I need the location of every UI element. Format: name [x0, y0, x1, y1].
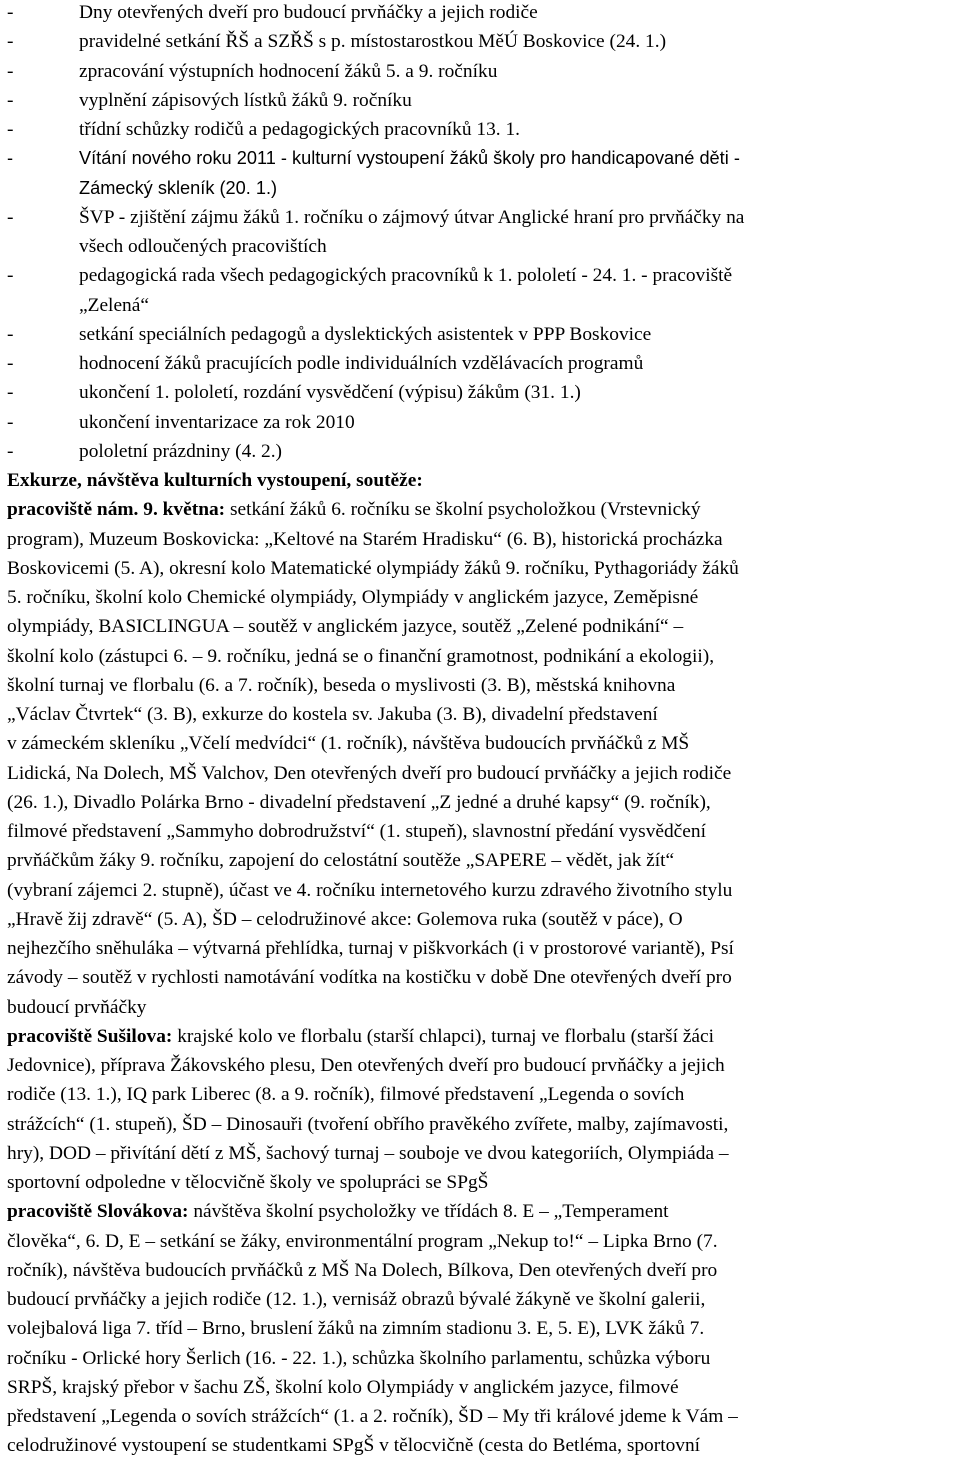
paragraph-line: [7, 1402, 953, 1431]
section-heading-text: Exkurze, návštěva kulturních vystoupení, soutěže:: [7, 470, 423, 491]
list-dash: -: [7, 2, 14, 23]
paragraph-text: strážcích“ (1. stupeň), ŠD – Dinosauři (tvoření obřího pravěkého zvířete, malby, zajímavosti,: [7, 1114, 729, 1135]
list-dash: -: [7, 61, 14, 82]
list-item-continuation: „Zelená“: [79, 295, 149, 316]
list-dash: -: [7, 119, 14, 140]
paragraph-line: [7, 788, 953, 817]
paragraph-text: nejhezčího sněhuláka – výtvarná přehlídka, turnaj v piškvorkách (i v prostorové variantě), Psí: [7, 938, 734, 959]
list-item-text: hodnocení žáků pracujících podle individuálních vzdělávacích programů: [79, 353, 644, 374]
paragraph-text: sportovní odpoledne v tělocvičně školy ve spolupráci se SPgŠ: [7, 1172, 489, 1193]
paragraph-line: [7, 1285, 953, 1314]
paragraph-line: [7, 817, 953, 846]
paragraph-line: [7, 1197, 953, 1226]
paragraph-line: [7, 934, 953, 963]
list-item-text: Dny otevřených dveří pro budoucí prvňáčky a jejich rodiče: [79, 2, 538, 23]
paragraph-text: olympiády, BASICLINGUA – soutěž v anglickém jazyce, soutěž „Zelené podnikání“ –: [7, 616, 684, 637]
paragraph-line: [7, 525, 953, 554]
paragraph-text: školní kolo (zástupci 6. – 9. ročníku, jedná se o finanční gramotnost, podnikání a ekologii),: [7, 646, 715, 667]
paragraph-line: [7, 1344, 953, 1373]
list-dash: -: [7, 207, 14, 228]
paragraph-line: [7, 612, 953, 641]
paragraph-line: [7, 846, 953, 875]
list-item: [7, 86, 953, 115]
paragraph-text: návštěva školní psycholožky ve třídách 8. E – „Temperament: [188, 1201, 669, 1222]
paragraph-text: „Hravě žij zdravě“ (5. A), ŠD – celodružinové akce: Golemova ruka (soutěž v páce), O: [7, 909, 683, 930]
list-item-text: vyplnění zápisových lístků žáků 9. ročníku: [79, 90, 412, 111]
paragraph-line: [7, 729, 953, 758]
list-dash: -: [7, 31, 14, 52]
list-item: [7, 261, 953, 290]
paragraph-text: budoucí prvňáčky a jejich rodiče (12. 1.), vernisáž obrazů bývalé žákyně ve školní galerii,: [7, 1289, 706, 1310]
list-dash: -: [7, 265, 14, 286]
list-item: [7, 408, 953, 437]
list-item-text: pedagogická rada všech pedagogických pracovníků k 1. pololetí - 24. 1. - pracoviště: [79, 265, 733, 286]
paragraph-line: [7, 1022, 953, 1051]
paragraph-line: [7, 495, 953, 524]
list-item-text: pravidelné setkání ŘŠ a SZŘŠ s p. místostarostkou MěÚ Boskovice (24. 1.): [79, 31, 667, 52]
list-item: [7, 378, 953, 407]
paragraph-line: [7, 1227, 953, 1256]
list-item: [7, 349, 953, 378]
paragraph-line: [7, 905, 953, 934]
list-item: [7, 320, 953, 349]
list-dash: -: [7, 412, 14, 433]
paragraph-line: [7, 642, 953, 671]
list-item: [7, 232, 953, 261]
paragraph-line: [7, 1139, 953, 1168]
paragraph-line: [7, 963, 953, 992]
paragraph-text: ročníku - Orlické hory Šerlich (16. - 22. 1.), schůzka školního parlamentu, schůzka výboru: [7, 1348, 711, 1369]
paragraph-text: volejbalová liga 7. tříd – Brno, bruslení žáků na zimním stadionu 3. E, 5. E), LVK žáků 7.: [7, 1318, 705, 1339]
list-item: [7, 203, 953, 232]
paragraph-text: Lidická, Na Dolech, MŠ Valchov, Den otevřených dveří pro budoucí prvňáčky a jejich rodiče: [7, 763, 732, 784]
list-dash: -: [7, 382, 14, 403]
paragraph-line: [7, 1080, 953, 1109]
section-heading: [7, 466, 953, 495]
paragraph-line: [7, 759, 953, 788]
list-dash: -: [7, 148, 14, 168]
list-item: [7, 115, 953, 144]
list-item-text: třídní schůzky rodičů a pedagogických pracovníků 13. 1.: [79, 119, 521, 140]
list-item: [7, 437, 953, 466]
list-item-continuation: Zámecký skleník (20. 1.): [79, 178, 278, 198]
paragraph-line: [7, 1314, 953, 1343]
list-item-text: Vítání nového roku 2011 - kulturní vystoupení žáků školy pro handicapované děti -: [79, 148, 740, 168]
paragraph-text: představení „Legenda o sovích strážcích“ (1. a 2. ročník), ŠD – My tři králové jdeme k Vám –: [7, 1406, 738, 1427]
paragraph-line: [7, 1110, 953, 1139]
paragraph-line: [7, 1051, 953, 1080]
paragraph-text: (26. 1.), Divadlo Polárka Brno - divadelní představení „Z jedné a druhé kapsy“ (9. ročník),: [7, 792, 711, 813]
list-item: [7, 291, 953, 320]
list-item-text: ukončení inventarizace za rok 2010: [79, 412, 355, 433]
paragraph-line: [7, 583, 953, 612]
paragraph-text: závody – soutěž v rychlosti namotávání vodítka na kostičku v době Dne otevřených dveří pro: [7, 967, 732, 988]
paragraph-text: filmové představení „Sammyho dobrodružství“ (1. stupeň), slavnostní předání vysvědčení: [7, 821, 706, 842]
paragraph-text: setkání žáků 6. ročníku se školní psycholožkou (Vrstevnický: [225, 499, 701, 520]
list-dash: -: [7, 353, 14, 374]
paragraph-text: Boskovicemi (5. A), okresní kolo Matematické olympiády žáků 9. ročníku, Pythagoriády žáků: [7, 558, 739, 579]
paragraph-line: [7, 1168, 953, 1197]
paragraph-text: školní turnaj ve florbalu (6. a 7. ročník), beseda o myslivosti (3. B), městská knihovna: [7, 675, 676, 696]
list-item-text: setkání speciálních pedagogů a dyslektických asistentek v PPP Boskovice: [79, 324, 652, 345]
list-item-text: ŠVP - zjištění zájmu žáků 1. ročníku o zájmový útvar Anglické hraní pro prvňáčky na: [79, 207, 745, 228]
paragraph-line: [7, 1373, 953, 1402]
paragraph-text: prvňáčkům žáky 9. ročníku, zapojení do celostátní soutěže „SAPERE – vědět, jak žít“: [7, 850, 675, 871]
list-item-text: pololetní prázdniny (4. 2.): [79, 441, 283, 462]
list-item: [7, 57, 953, 86]
paragraph-line: [7, 1431, 953, 1460]
list-item: [7, 27, 953, 56]
paragraph-line: [7, 671, 953, 700]
list-item-text: zpracování výstupních hodnocení žáků 5. a 9. ročníku: [79, 61, 498, 82]
paragraph-text: krajské kolo ve florbalu (starší chlapci), turnaj ve florbalu (starší žáci: [172, 1026, 715, 1047]
paragraph-text: rodiče (13. 1.), IQ park Liberec (8. a 9. ročník), filmové představení „Legenda o sovích: [7, 1084, 685, 1105]
workplace-label: pracoviště Sušilova:: [7, 1026, 173, 1047]
paragraph-text: celodružinové vystoupení se studentkami SPgŠ v tělocvičně (cesta do Betléma, sportovní: [7, 1435, 701, 1456]
workplace-label: pracoviště Slovákova:: [7, 1201, 189, 1222]
paragraph-text: „Václav Čtvrtek“ (3. B), exkurze do kostela sv. Jakuba (3. B), divadelní představení: [7, 704, 658, 725]
list-dash: -: [7, 90, 14, 111]
paragraph-text: (vybraní zájemci 2. stupně), účast ve 4. ročníku internetového kurzu zdravého životního stylu: [7, 880, 733, 901]
list-dash: -: [7, 441, 14, 462]
workplace-label: pracoviště nám. 9. května:: [7, 499, 226, 520]
paragraph-text: SRPŠ, krajský přebor v šachu ZŠ, školní kolo Olympiády v anglickém jazyce, filmové: [7, 1377, 679, 1398]
paragraph-text: v zámeckém skleníku „Včelí medvídci“ (1. ročník), návštěva budoucích prvňáčků z MŠ: [7, 733, 690, 754]
paragraph-text: člověka“, 6. D, E – setkání se žáky, environmentální program „Nekup to!“ – Lipka Brno (7.: [7, 1231, 718, 1252]
paragraph-text: budoucí prvňáčky: [7, 997, 147, 1018]
paragraph-text: Jedovnice), příprava Žákovského plesu, Den otevřených dveří pro budoucí prvňáčky a jejich: [7, 1055, 725, 1076]
paragraph-text: 5. ročníku, školní kolo Chemické olympiády, Olympiády v anglickém jazyce, Zeměpisné: [7, 587, 699, 608]
paragraph-line: [7, 1256, 953, 1285]
paragraph-line: [7, 876, 953, 905]
paragraph-line: [7, 700, 953, 729]
list-item: [7, 0, 953, 27]
list-item-continuation: všech odloučených pracovištích: [79, 236, 327, 257]
list-item: [7, 144, 953, 173]
paragraph-text: program), Muzeum Boskovicka: „Keltové na Starém Hradisku“ (6. B), historická procházka: [7, 529, 723, 550]
list-item-text: ukončení 1. pololetí, rozdání vysvědčení (výpisu) žákům (31. 1.): [79, 382, 581, 403]
paragraph-line: [7, 993, 953, 1022]
paragraph-text: hry), DOD – přivítání dětí z MŠ, šachový turnaj – souboje ve dvou kategoriích, Olympiáda –: [7, 1143, 729, 1164]
list-item: [7, 174, 953, 203]
list-dash: -: [7, 324, 14, 345]
paragraph-text: ročník), návštěva budoucích prvňáčků z MŠ Na Dolech, Bílkova, Den otevřených dveří pro: [7, 1260, 718, 1281]
paragraph-line: [7, 554, 953, 583]
